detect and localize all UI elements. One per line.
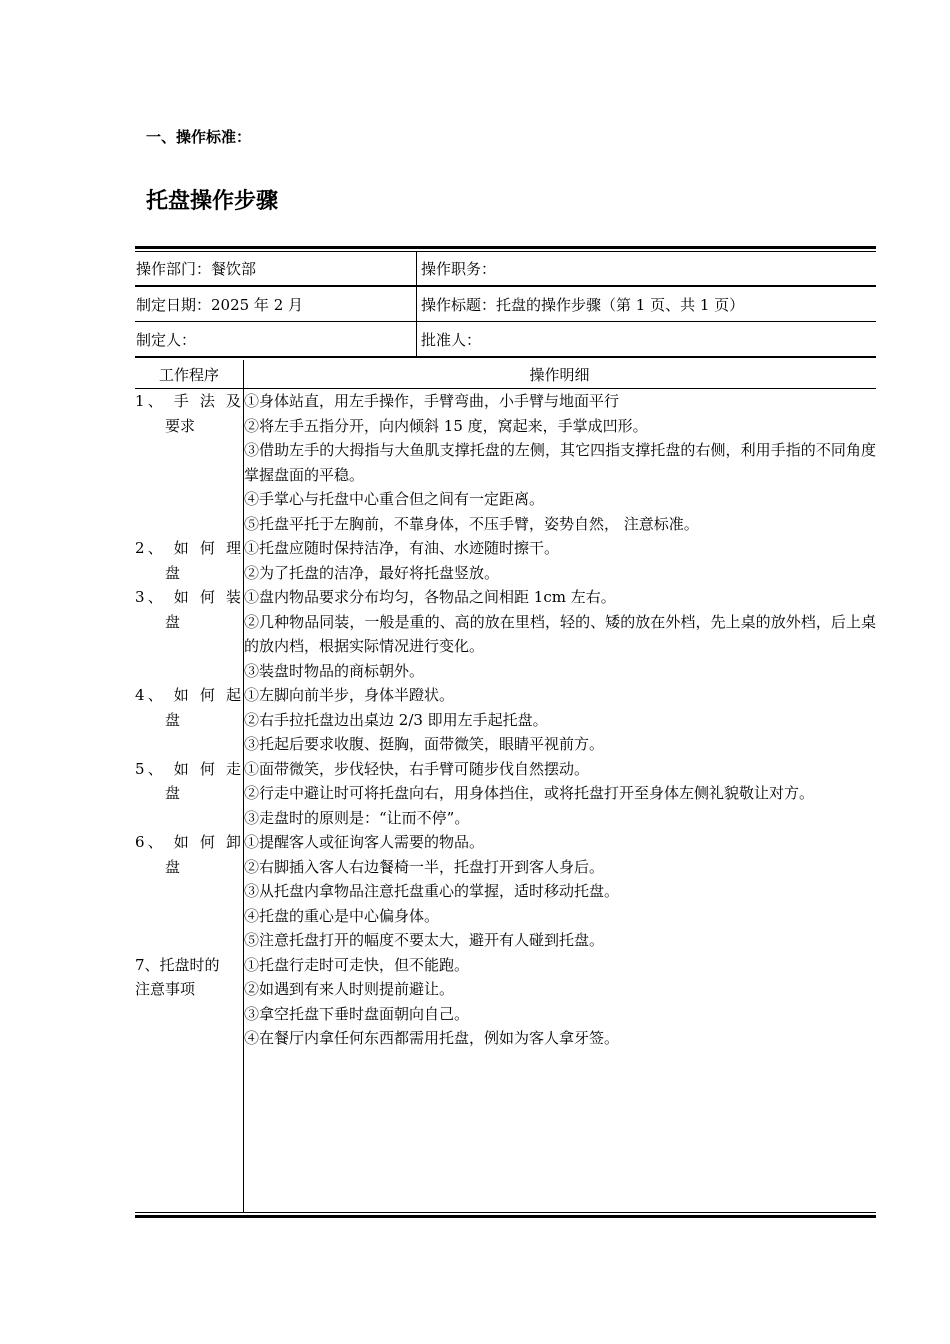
- step-details: [243, 585, 876, 683]
- step-label: [135, 536, 243, 585]
- step-label-continuation: 盘: [165, 784, 181, 802]
- detail-item: ②行走中避让时可将托盘向右，用身体挡住，或将托盘打开至身体左侧礼貌敬让对方。: [244, 784, 815, 802]
- step-details: [243, 389, 876, 536]
- detail-item: ②将左手五指分开，向内倾斜 15 度，窝起来，手掌成凹形。: [244, 416, 648, 435]
- detail-item: ⑤注意托盘打开的幅度不要太大，避开有人碰到托盘。: [244, 931, 605, 949]
- procedure-row: [135, 953, 876, 1051]
- step-number: 5、 如 何 走: [135, 759, 241, 778]
- subject-cell: 操作标题：托盘的操作步骤（第 1 页、共 1 页）: [421, 295, 745, 314]
- detail-item: ①托盘应随时保持洁净，有油、水迹随时擦干。: [244, 539, 560, 557]
- detail-item: ①托盘行走时可走快，但不能跑。: [244, 955, 470, 974]
- step-details: [243, 830, 876, 953]
- detail-item: ③从托盘内拿物品注意托盘重心的掌握，适时移动托盘。: [244, 882, 620, 900]
- header-row-department: [135, 252, 876, 287]
- step-label: [135, 389, 243, 536]
- procedure-table: [135, 360, 876, 1212]
- step-number: 3、 如 何 装: [135, 588, 241, 606]
- detail-item: ④托盘的重心是中心偏身体。: [244, 906, 440, 925]
- detail-item: ②右手拉托盘边出桌边 2/3 即用左手起托盘。: [244, 710, 548, 729]
- step-details: [243, 757, 876, 831]
- detail-item: ①盘内物品要求分布均匀，各物品之间相距 1cm 左右。: [244, 588, 616, 606]
- procedure-row: [135, 830, 876, 953]
- step-number: 6、 如 何 卸: [135, 833, 241, 851]
- step-details: [243, 683, 876, 757]
- step-number: 4、 如 何 起: [135, 686, 241, 704]
- detail-item: ①身体站直，用左手操作，手臂弯曲，小手臂与地面平行: [244, 392, 620, 410]
- step-label-continuation: 盘: [165, 563, 181, 582]
- procedure-row: [135, 683, 876, 757]
- section-heading: 一、操作标准：: [146, 128, 252, 146]
- step-label-continuation: 盘: [165, 612, 181, 631]
- detail-item: ⑤托盘平托于左胸前，不靠身体，不压手臂，姿势自然， 注意标准。: [244, 514, 699, 533]
- detail-item: ③拿空托盘下垂时盘面朝向自己。: [244, 1004, 470, 1023]
- detail-item: ③借助左手的大拇指与大鱼肌支撑托盘的左侧，其它四指支撑托盘的右侧，利用手指的不同角度掌握盘面的平稳。: [244, 441, 876, 484]
- step-label: [135, 683, 243, 757]
- detail-item: ④手掌心与托盘中心重合但之间有一定距离。: [244, 490, 545, 508]
- step-number: 7、托盘时的: [135, 955, 220, 974]
- position-cell: 操作职务：: [421, 260, 497, 278]
- header-row-author: [135, 322, 876, 356]
- detail-item: ③装盘时物品的商标朝外。: [244, 661, 425, 680]
- document-title: 托盘操作步骤: [146, 189, 279, 214]
- date-cell: 制定日期：2025 年 2 月: [135, 287, 417, 321]
- procedure-rows: [135, 389, 876, 1051]
- detail-item: ①提醒客人或征询客人需要的物品。: [244, 833, 485, 851]
- detail-item: ①面带微笑，步伐轻快，右手臂可随步伐自然摆动。: [244, 759, 590, 778]
- column-header-detail: 操作明细: [529, 365, 590, 384]
- header-table: [135, 246, 876, 360]
- table-bottom-rule: [135, 1212, 876, 1218]
- procedure-table-header: [135, 360, 876, 389]
- step-label-continuation: 盘: [165, 857, 181, 876]
- detail-item: ③托起后要求收腹、挺胸，面带微笑，眼睛平视前方。: [244, 735, 605, 753]
- detail-item: ②右脚插入客人右边餐椅一半，托盘打开到客人身后。: [244, 857, 605, 876]
- procedure-row: [135, 536, 876, 585]
- step-details: [243, 536, 876, 585]
- step-label-continuation: 要求: [165, 416, 196, 435]
- step-details: [243, 953, 876, 1051]
- step-label-continuation: 注意事项: [135, 980, 196, 998]
- detail-item: ②几种物品同装，一般是重的、高的放在里档，轻的、矮的放在外档，先上桌的放外档，后上桌的放内档，根据实际情况进行变化。: [244, 612, 876, 655]
- detail-item: ④在餐厅内拿任何东西都需用托盘，例如为客人拿牙签。: [244, 1029, 620, 1047]
- detail-item: ②如遇到有来人时则提前避让。: [244, 980, 455, 998]
- step-label-continuation: 盘: [165, 710, 181, 729]
- detail-item: ③走盘时的原则是：“让而不停”。: [244, 808, 470, 827]
- author-cell: 制定人：: [135, 322, 417, 356]
- department-cell: 操作部门：餐饮部: [135, 252, 417, 285]
- column-header-process: 工作程序: [158, 365, 219, 384]
- step-number: 1、 手 法 及: [135, 392, 241, 410]
- step-label: [135, 830, 243, 953]
- procedure-row: [135, 757, 876, 831]
- header-row-date: [135, 287, 876, 322]
- procedure-row: [135, 585, 876, 683]
- step-label: [135, 585, 243, 683]
- step-label: [135, 953, 243, 1051]
- step-number: 2、 如 何 理: [135, 539, 241, 557]
- detail-item: ①左脚向前半步，身体半蹬状。: [244, 686, 455, 704]
- procedure-row: [135, 389, 876, 536]
- step-label: [135, 757, 243, 831]
- detail-item: ②为了托盘的洁净，最好将托盘竖放。: [244, 563, 500, 582]
- approver-cell: 批准人：: [421, 330, 482, 349]
